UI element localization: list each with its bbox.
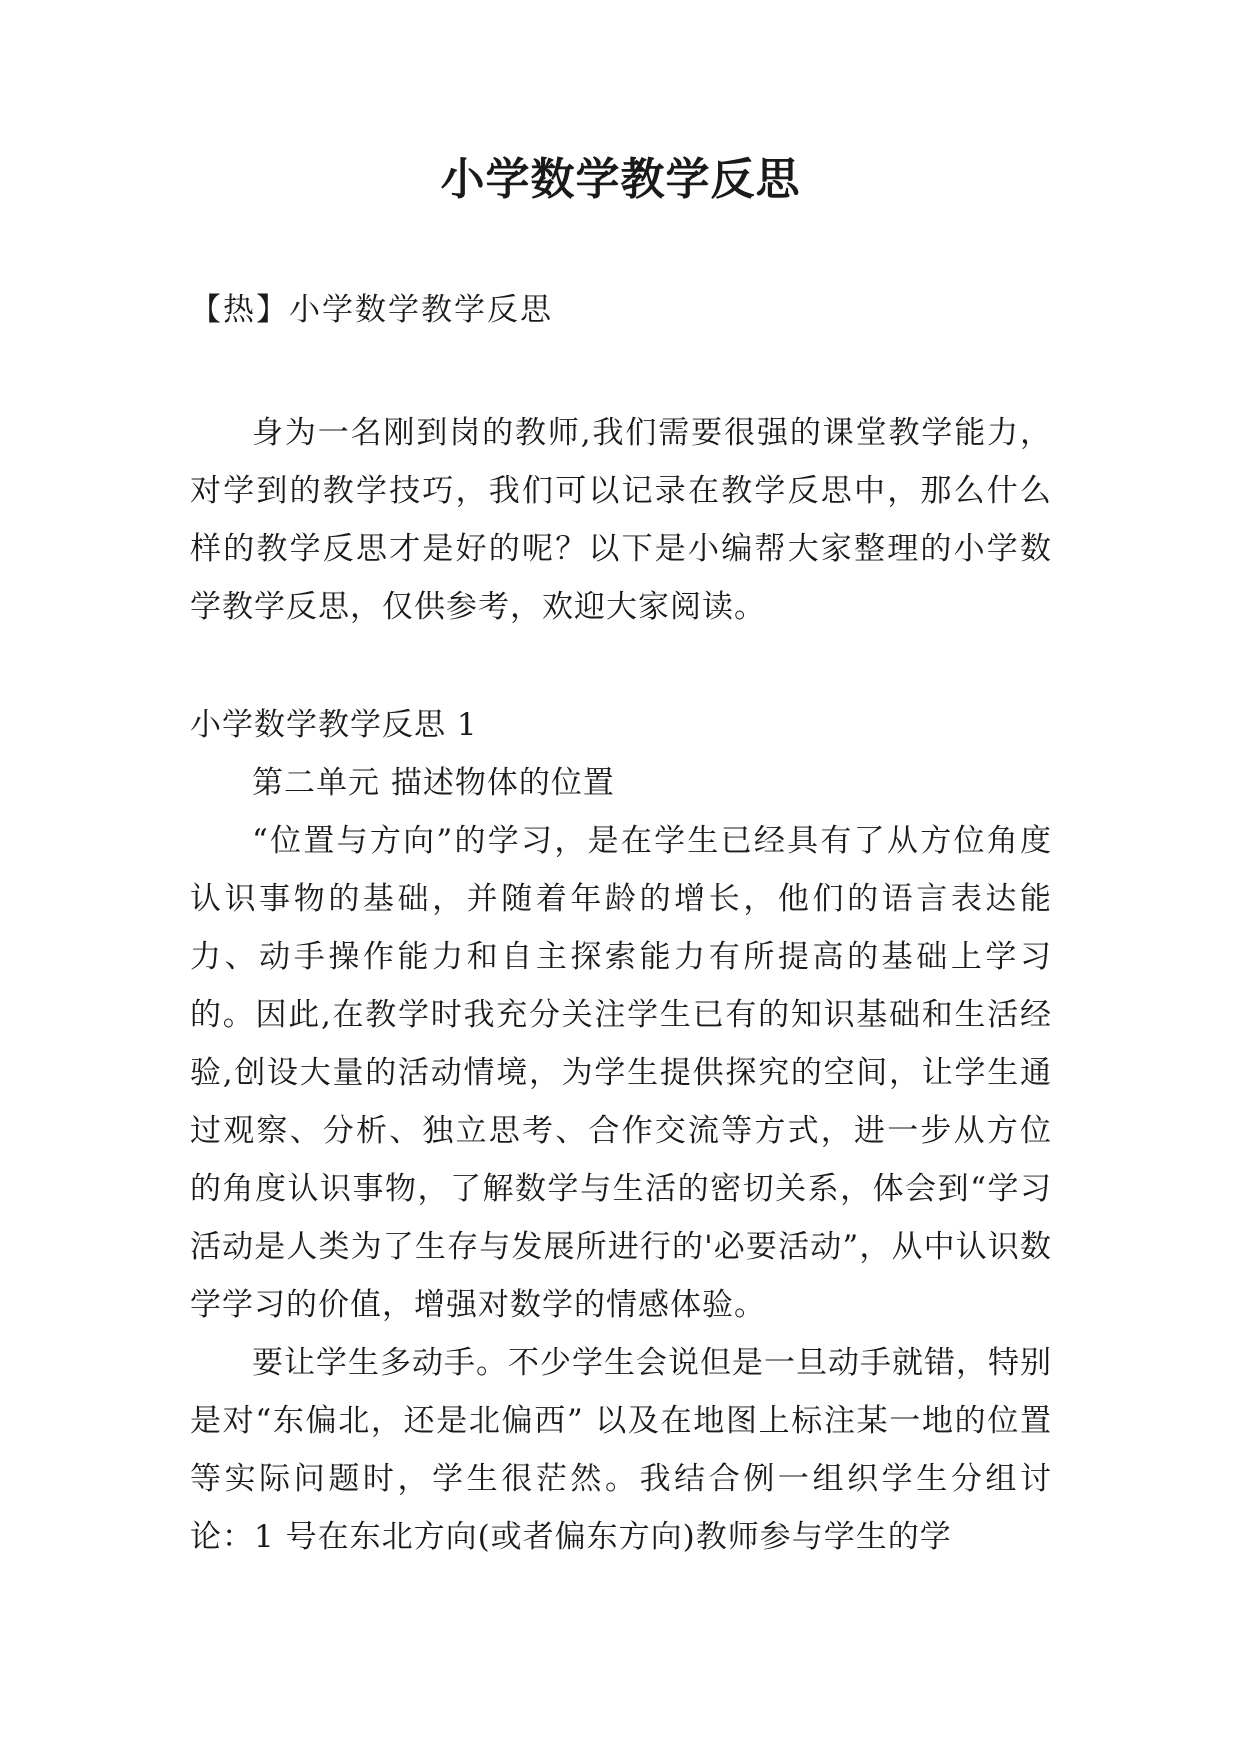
document-subtitle: 【热】小学数学教学反思: [190, 292, 553, 328]
section-title: 小学数学教学反思 1: [190, 707, 478, 743]
unit-title: 第二单元 描述物体的位置: [252, 765, 615, 801]
intro-paragraph: 身为一名刚到岗的教师,我们需要很强的课堂教学能力，对学到的教学技巧，我们可以记录在教学反思中，那么什么样的教学反思才是好的呢？以下是小编帮大家整理的小学数学教学反思，仅供参考，欢迎大家阅读。: [190, 415, 1052, 625]
body-paragraph: 要让学生多动手。不少学生会说但是一旦动手就错，特别是对“东偏北，还是北偏西” 以及在地图上标注某一地的位置等实际问题时，学生很茫然。我结合例一组织学生分组讨论：1 号在东北方向(或者偏东方向)教师参与学生的学: [190, 1345, 1052, 1555]
document-title: 小学数学教学反思: [440, 154, 801, 205]
body-paragraph: “位置与方向”的学习，是在学生已经具有了从方位角度认识事物的基础，并随着年龄的增长，他们的语言表达能力、动手操作能力和自主探索能力有所提高的基础上学习的。因此,在教学时我充分关注学生已有的知识基础和生活经验,创设大量的活动情境，为学生提供探究的空间，让学生通过观察、分析、独立思考、合作交流等方式，进一步从方位的角度认识事物，了解数学与生活的密切关系，体会到“学习活动是人类为了生存与发展所进行的'必要活动”，从中认识数学学习的价值，增强对数学的情感体验。: [190, 823, 1052, 1323]
